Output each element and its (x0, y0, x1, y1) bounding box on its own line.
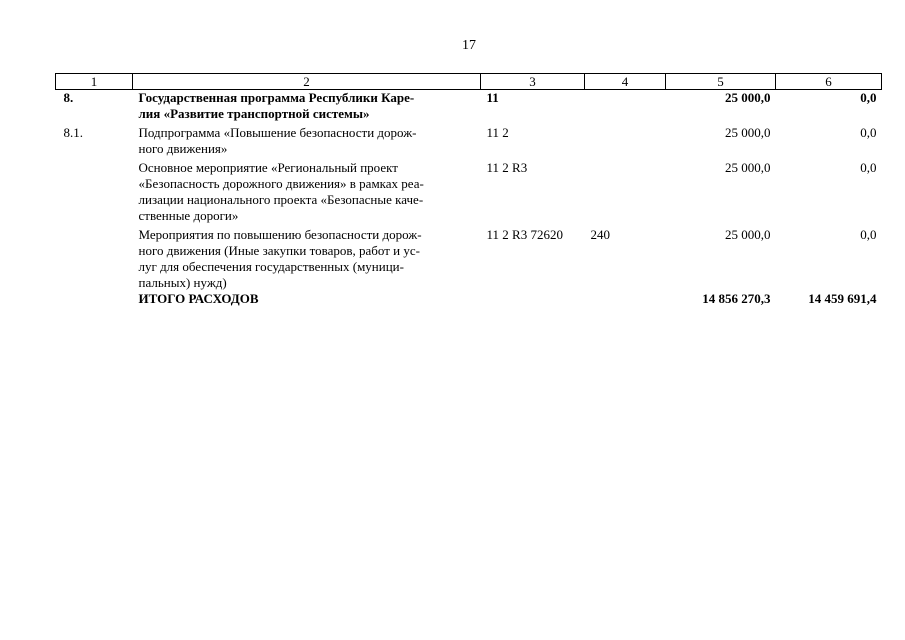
column-header-2: 2 (133, 74, 481, 90)
row-name-line: Мероприятия по повышению безопасности дорож- (138, 227, 422, 242)
row-value-5: 25 000,0 (725, 125, 771, 140)
row-code: 11 2 (486, 125, 509, 140)
row-expense-type (585, 291, 666, 307)
row-name-line: ИТОГО РАСХОДОВ (138, 291, 259, 306)
row-number: 8. (56, 90, 133, 126)
column-header-4: 4 (585, 74, 666, 90)
row-name-line: лизации национального проекта «Безопасные каче- (138, 192, 424, 207)
row-name (133, 160, 481, 227)
row-name (133, 291, 481, 307)
row-name-line: Подпрограмма «Повышение безопасности дорож- (138, 125, 417, 140)
row-value-6: 0,0 (860, 227, 877, 242)
row-number (56, 291, 133, 307)
row-name (133, 90, 481, 126)
row-expense-type (585, 125, 666, 160)
row-value-6: 0,0 (776, 90, 882, 126)
row-name-line: ственные дороги» (138, 208, 239, 223)
row-value-5: 25 000,0 (666, 90, 776, 126)
column-header-5: 5 (666, 74, 776, 90)
table-row-main-activity (56, 160, 882, 227)
row-value-6: 0,0 (860, 125, 877, 140)
page-number: 17 (462, 38, 476, 53)
table-row-subprogram (56, 125, 882, 160)
row-number: 8.1. (63, 125, 83, 140)
table-row-total (56, 291, 882, 307)
row-name-line: пальных) нужд) (138, 275, 227, 290)
row-number (56, 160, 133, 227)
row-expense-type: 240 (590, 227, 610, 242)
row-value-6: 0,0 (860, 160, 877, 175)
row-number (56, 227, 133, 291)
table-row-program (56, 90, 882, 126)
row-name-line: Основное мероприятие «Региональный проект (138, 160, 398, 175)
column-header-1: 1 (56, 74, 133, 90)
row-name-line: ного движения» (138, 141, 228, 156)
row-code (481, 291, 585, 307)
row-code: 11 (481, 90, 585, 126)
row-value-5: 25 000,0 (725, 227, 771, 242)
row-name-line: «Безопасность дорожного движения» в рамках реа- (138, 176, 424, 191)
row-name-line: Государственная программа Республики Каре- (138, 90, 415, 105)
row-value-6: 14 459 691,4 (808, 291, 877, 306)
row-name (133, 227, 481, 291)
table-header-row (56, 74, 882, 90)
row-value-5: 14 856 270,3 (702, 291, 771, 306)
column-header-6: 6 (776, 74, 882, 90)
table-row-measures (56, 227, 882, 291)
budget-table (55, 73, 882, 307)
row-code: 11 2 R3 (486, 160, 528, 175)
row-expense-type (585, 90, 666, 126)
row-name (133, 125, 481, 160)
row-value-5: 25 000,0 (725, 160, 771, 175)
column-header-3: 3 (481, 74, 585, 90)
row-name-line: лия «Развитие транспортной системы» (138, 106, 370, 121)
row-expense-type (585, 160, 666, 227)
row-code: 11 2 R3 72620 (486, 227, 563, 242)
row-name-line: ного движения (Иные закупки товаров, работ и ус- (138, 243, 420, 258)
row-name-line: луг для обеспечения государственных (муници- (138, 259, 404, 274)
